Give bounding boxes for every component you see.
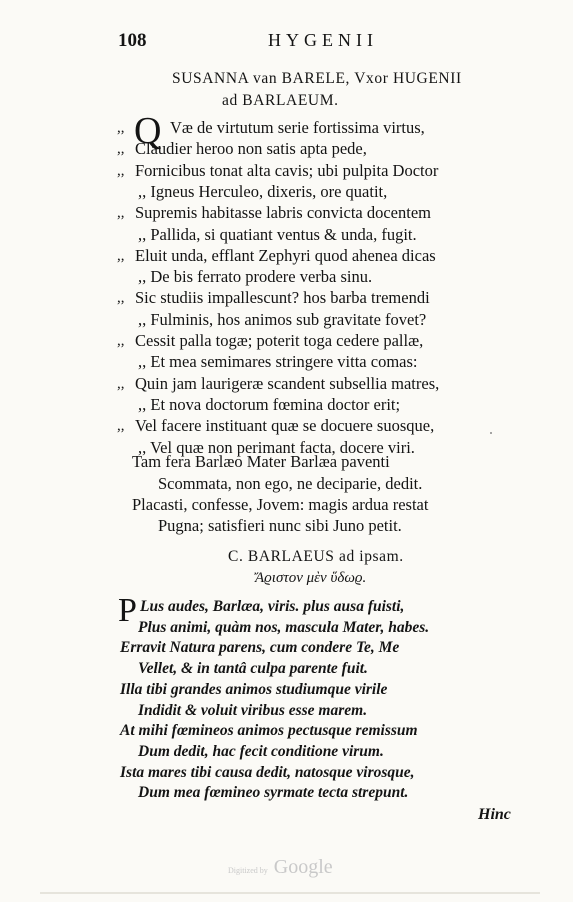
poem-line: Vel facere instituant quæ se docuere suosque, [135,416,435,436]
drop-cap-q: Q [134,110,162,152]
poem-title-line2: ad BARLAEUM. [222,92,339,109]
closing-line-1: Tam fera Barlæo Mater Barlæa paventi [132,452,390,471]
poem-line: ,, Et nova doctorum fœmina doctor erit; [138,394,401,414]
quote-mark: ,, [117,205,125,222]
poem-line: ,, Fulminis, hos animos sub gravitate fovet? [138,309,427,329]
greek-epigraph: Ἄϱιστον μὲν ὕδωϱ. [255,570,367,586]
quote-mark: ,, [117,418,125,435]
reply-title: C. BARLAEUS ad ipsam. [228,548,404,565]
reply-line: Ista mares tibi causa dedit, natosque virosque, [120,763,415,781]
closing-line-2: Scommata, non ego, ne deciparie, dedit. [158,474,423,493]
drop-cap-p: P [118,592,137,629]
poem-line: ,, Igneus Herculeo, dixeris, ore quatit, [138,181,388,201]
quote-mark: ,, [117,120,125,136]
poem-line: ,, Pallida, si quatiant ventus & unda, fugit. [138,224,417,244]
poem-line: ,, De bis ferrato prodere verba sinu. [138,267,373,287]
watermark-digitized: Digitized by [228,866,268,875]
poem-line: Væ de virtutum serie fortissima virtus, [170,118,425,137]
quote-mark: ,, [117,333,125,349]
watermark-google: Google [273,856,333,878]
quote-mark: ,, [117,375,125,392]
page-header [118,30,498,54]
quote-mark: ,, [117,247,125,264]
ink-speck [490,432,492,434]
closing-line-3: Placasti, confesse, Jovem: magis ardua restat [132,495,429,514]
page-edge-shadow [40,892,540,894]
poem-line: Claudier heroo non satis apta pede, [135,139,367,159]
poem-line: Cessit palla togæ; poterit toga cedere pallæ, [135,331,424,350]
catchword: Hinc [478,806,511,823]
poem-line: ,, Vel quæ non perimant facta, docere viri. [138,437,415,457]
reply-line: Lus audes, Barlæa, viris. plus ausa fuisti, [140,598,405,615]
page-number: 108 [118,30,147,51]
poem-line: Eluit unda, efflant Zephyri quod ahenea dicas [135,245,436,265]
poem-line: Fornicibus tonat alta cavis; ubi pulpita Doctor [135,160,439,180]
google-watermark [228,856,333,879]
poem-line: Supremis habitasse labris convicta docentem [135,203,432,223]
reply-line: Erravit Natura parens, cum condere Te, Me [120,639,400,657]
poem-line: Quin jam laurigeræ scandent subsellia matres, [135,373,440,393]
poem-title-line1: SUSANNA van BARELE, Vxor HUGENII [172,70,462,87]
poem-line: Sic studiis impallescunt? hos barba tremendi [135,288,430,308]
reply-line: Dum mea fœmineo syrmate tecta strepunt. [138,784,409,802]
reply-line: Dum dedit, hac fecit conditione virum. [138,742,384,760]
reply-line: At mihi fœmineos animos pectusque remissum [120,722,418,740]
poem-line: ,, Et mea semimares stringere vitta comas: [138,352,418,372]
reply-line: Vellet, & in tantâ culpa parente fuit. [138,660,368,678]
quote-mark: ,, [117,162,125,179]
reply-line: Illa tibi grandes animos studiumque virile [120,680,388,698]
closing-line-4: Pugna; satisfieri nunc sibi Juno petit. [158,516,402,535]
quote-mark: ,, [117,141,125,158]
running-title: HYGENII [268,30,378,50]
quote-mark: ,, [117,290,125,307]
reply-line: Plus animi, quàm nos, mascula Mater, habes. [138,618,430,636]
reply-line: Indidit & voluit viribus esse marem. [138,701,368,719]
